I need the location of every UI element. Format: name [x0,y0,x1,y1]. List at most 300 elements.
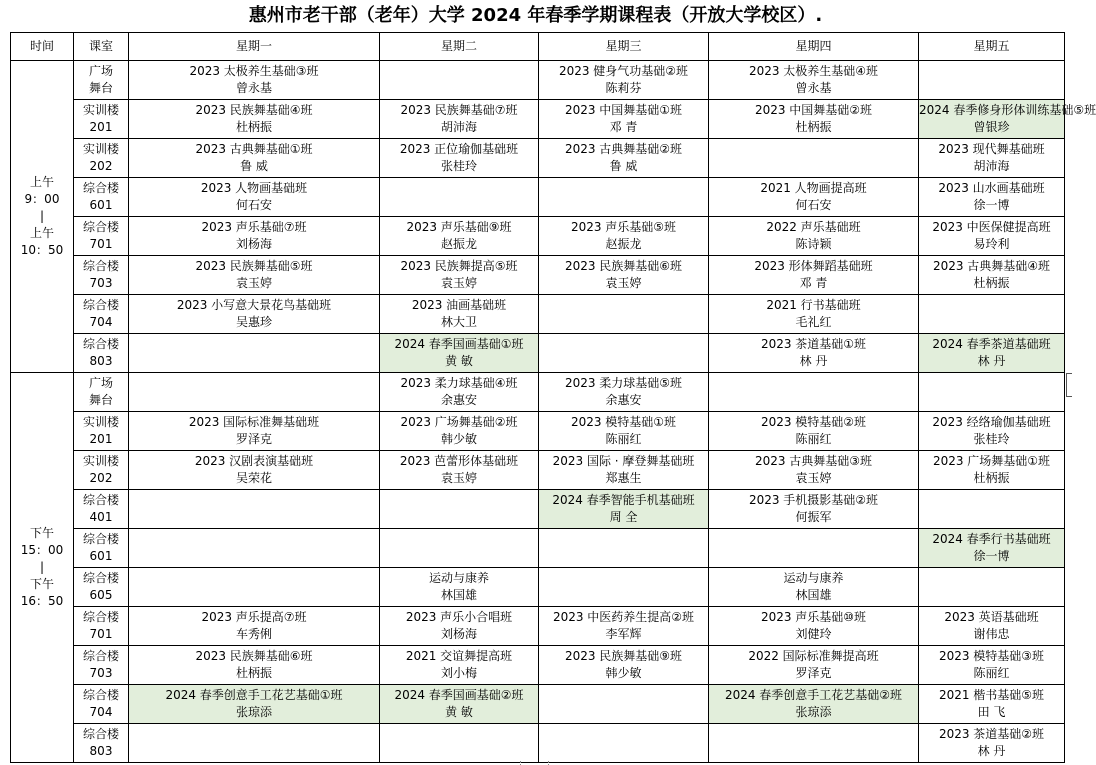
class-cell-thursday [709,529,919,568]
schedule-row [11,373,1065,412]
schedule-row [11,529,1065,568]
class-cell-tuesday [380,724,539,763]
time-slot-line: 上午 [29,175,54,189]
schedule-row [11,685,1065,724]
course-name: 2023 经络瑜伽基础班 [932,415,1051,429]
class-cell-wednesday [539,256,709,295]
room-label: 综合楼 [82,493,119,507]
teacher-name: 刘杨海 [440,627,477,641]
teacher-name: 林 丹 [977,744,1006,758]
class-cell-monday [129,529,380,568]
class-cell-monday [129,139,380,178]
teacher-name: 陈诗颖 [795,237,832,251]
course-name: 2021 楷书基础⑤班 [938,688,1045,702]
room-label: 舞台 [88,393,113,407]
teacher-name: 林 丹 [799,354,828,368]
course-name: 2024 春季行书基础班 [932,532,1051,546]
course-name: 2024 春季国画基础②班 [394,688,524,702]
time-slot-line: 下午 [29,526,54,540]
class-cell-friday [919,295,1065,334]
teacher-name: 张桂玲 [440,159,477,173]
class-cell-thursday [709,724,919,763]
header-friday: 星期五 [919,33,1065,61]
class-cell-thursday [709,646,919,685]
course-name: 2023 人物画基础班 [200,181,308,195]
class-cell-friday [919,373,1065,412]
room-label: 综合楼 [82,298,119,312]
course-name: 运动与康养 [783,571,844,585]
course-name: 2023 手机摄影基础②班 [748,493,879,507]
class-cell-thursday [709,412,919,451]
course-name: 2023 柔力球基础④班 [400,376,518,390]
teacher-name: 袁玉婷 [440,276,477,290]
room-cell [74,295,129,334]
room-label: 803 [89,354,113,368]
class-cell-wednesday [539,412,709,451]
teacher-name: 易玲利 [973,237,1010,251]
teacher-name: 杜柄振 [235,120,272,134]
course-name: 2024 春季创意手工花艺基础②班 [724,688,903,702]
course-name: 2023 太极养生基础④班 [748,64,879,78]
course-name: 2024 春季修身形体训练基础⑤班 [919,103,1096,117]
time-slot-line: 16：50 [20,594,64,608]
room-cell [74,529,129,568]
course-name: 2023 声乐小合唱班 [405,610,513,624]
teacher-name: 李军辉 [605,627,642,641]
room-label: 701 [89,627,113,641]
class-cell-monday [129,607,380,646]
schedule-table [10,32,1096,763]
room-cell [74,139,129,178]
teacher-name: 何石安 [795,198,832,212]
course-name: 2023 古典舞基础①班 [195,142,313,156]
teacher-name: 袁玉婷 [440,471,477,485]
room-cell [74,568,129,607]
course-name: 2023 民族舞基础⑦班 [400,103,518,117]
class-cell-wednesday [539,724,709,763]
room-label: 701 [89,237,113,251]
teacher-name: 杜柄振 [973,276,1010,290]
teacher-name: 余惠安 [605,393,642,407]
course-name: 2023 健身气功基础②班 [558,64,689,78]
class-cell-monday [129,178,380,217]
class-cell-monday [129,490,380,529]
course-name: 2023 中国舞基础②班 [754,103,873,117]
class-cell-friday [919,139,1065,178]
header-time: 时间 [11,33,74,61]
class-cell-wednesday [539,100,709,139]
teacher-name: 林国雄 [795,588,832,602]
course-name: 2023 民族舞基础④班 [195,103,313,117]
course-name: 2023 民族舞基础⑨班 [564,649,683,663]
class-cell-wednesday [539,295,709,334]
class-cell-monday [129,724,380,763]
teacher-name: 胡沛海 [440,120,477,134]
class-cell-friday [919,451,1065,490]
room-label: 综合楼 [82,259,119,273]
course-name: 2024 春季创意手工花艺基础①班 [165,688,343,702]
class-cell-monday [129,568,380,607]
teacher-name: 鲁 威 [609,159,638,173]
teacher-name: 罗泽克 [795,666,832,680]
course-name: 2023 茶道基础①班 [760,337,867,351]
time-slot-line: 下午 [29,577,54,591]
course-name: 2023 民族舞基础⑥班 [564,259,683,273]
class-cell-thursday [709,490,919,529]
course-name: 2023 模特基础①班 [570,415,677,429]
class-cell-thursday [709,217,919,256]
class-cell-thursday [709,334,919,373]
page-break-marker [520,761,521,765]
teacher-name: 邓 青 [799,276,828,290]
class-cell-tuesday [380,295,539,334]
class-cell-monday [129,295,380,334]
teacher-name: 黄 敏 [445,354,473,368]
course-name: 2023 现代舞基础班 [938,142,1045,156]
class-cell-tuesday [380,334,539,373]
room-label: 704 [89,705,113,719]
header-row [11,33,1065,61]
class-cell-wednesday [539,490,709,529]
class-cell-wednesday [539,685,709,724]
teacher-name: 林 丹 [977,354,1006,368]
teacher-name: 赵振龙 [440,237,477,251]
class-cell-monday [129,61,380,100]
teacher-name: 林国雄 [440,588,477,602]
room-label: 综合楼 [82,532,119,546]
class-cell-tuesday [380,217,539,256]
teacher-name: 吴惠珍 [235,315,272,329]
class-cell-friday [919,607,1065,646]
class-cell-wednesday [539,178,709,217]
schedule-row [11,100,1065,139]
class-cell-tuesday [380,607,539,646]
class-cell-thursday [709,568,919,607]
class-cell-tuesday [380,373,539,412]
class-cell-monday [129,646,380,685]
time-slot-cell [11,61,74,373]
course-name: 2023 英语基础班 [944,610,1039,624]
course-name: 2023 民族舞基础⑥班 [195,649,313,663]
class-cell-monday [129,412,380,451]
course-name: 2024 春季茶道基础班 [932,337,1051,351]
room-cell [74,100,129,139]
room-cell [74,646,129,685]
course-name: 2023 声乐基础⑩班 [760,610,867,624]
room-label: 实训楼 [82,142,119,156]
class-cell-wednesday [539,61,709,100]
teacher-name: 赵振龙 [605,237,642,251]
room-label: 201 [89,432,113,446]
course-name: 2023 柔力球基础⑤班 [564,376,683,390]
course-name: 2021 交谊舞提高班 [405,649,513,663]
class-cell-friday [919,256,1065,295]
class-cell-wednesday [539,451,709,490]
class-cell-wednesday [539,646,709,685]
room-label: 综合楼 [82,571,119,585]
schedule-body [11,61,1096,763]
class-cell-tuesday [380,685,539,724]
room-cell [74,373,129,412]
room-cell [74,412,129,451]
schedule-row [11,607,1065,646]
course-name: 2023 正位瑜伽基础班 [399,142,519,156]
class-cell-friday [919,490,1065,529]
page-break-marker [548,761,549,765]
room-label: 601 [89,198,113,212]
room-label: 703 [89,276,113,290]
course-name: 2024 春季国画基础①班 [394,337,524,351]
room-label: 舞台 [88,81,113,95]
schedule-row [11,61,1065,100]
teacher-name: 张琼添 [795,705,832,719]
class-cell-thursday [709,139,919,178]
course-name: 2023 声乐基础⑤班 [570,220,677,234]
course-name: 2023 声乐基础⑦班 [201,220,307,234]
class-cell-tuesday [380,139,539,178]
schedule-row [11,646,1065,685]
room-label: 803 [89,744,113,758]
schedule-row [11,334,1065,373]
course-name: 2023 中医药养生提高②班 [552,610,695,624]
class-cell-thursday [709,178,919,217]
teacher-name: 徐一博 [973,198,1010,212]
class-cell-monday [129,685,380,724]
course-name: 2023 模特基础③班 [938,649,1045,663]
column-resize-marker [1066,373,1072,397]
course-name: 2023 声乐提高⑦班 [201,610,307,624]
room-cell [74,490,129,529]
teacher-name: 刘健玲 [795,627,832,641]
class-cell-monday [129,373,380,412]
teacher-name: 吴荣花 [235,471,272,485]
room-cell [74,217,129,256]
class-cell-friday [919,178,1065,217]
course-name: 2023 山水画基础班 [938,181,1045,195]
teacher-name: 陈丽红 [605,432,642,446]
room-label: 综合楼 [82,649,119,663]
room-cell [74,334,129,373]
teacher-name: 田 飞 [977,705,1006,719]
teacher-name: 陈丽红 [973,666,1010,680]
room-label: 实训楼 [82,454,119,468]
teacher-name: 黄 敏 [445,705,473,719]
course-name: 2022 声乐基础班 [766,220,861,234]
course-name: 2023 国际标准舞基础班 [188,415,320,429]
class-cell-wednesday [539,334,709,373]
class-cell-friday [919,412,1065,451]
class-cell-tuesday [380,412,539,451]
teacher-name: 曾银珍 [973,120,1010,134]
room-label: 综合楼 [82,181,119,195]
time-slot-line: | [39,560,45,574]
course-name: 2023 模特基础②班 [760,415,867,429]
room-label: 703 [89,666,113,680]
room-cell [74,451,129,490]
course-name: 2023 中医保健提高班 [932,220,1051,234]
course-name: 2024 春季智能手机基础班 [552,493,695,507]
room-label: 202 [89,159,113,173]
schedule-row [11,568,1065,607]
room-label: 综合楼 [82,220,119,234]
room-label: 实训楼 [82,103,119,117]
class-cell-monday [129,334,380,373]
teacher-name: 周 全 [609,510,638,524]
class-cell-friday [919,334,1065,373]
class-cell-monday [129,217,380,256]
teacher-name: 何振军 [795,510,832,524]
room-cell [74,256,129,295]
teacher-name: 谢伟忠 [973,627,1010,641]
class-cell-tuesday [380,178,539,217]
teacher-name: 杜柄振 [795,120,832,134]
teacher-name: 余惠安 [440,393,477,407]
teacher-name: 车秀俐 [235,627,272,641]
teacher-name: 袁玉婷 [795,471,832,485]
course-name: 2023 汉剧表演基础班 [194,454,314,468]
class-cell-wednesday [539,529,709,568]
room-label: 实训楼 [82,415,119,429]
room-label: 综合楼 [82,688,119,702]
class-cell-wednesday [539,607,709,646]
course-name: 2023 古典舞基础④班 [932,259,1051,273]
teacher-name: 毛礼红 [795,315,832,329]
schedule-row [11,724,1065,763]
teacher-name: 袁玉婷 [235,276,272,290]
header-room: 课室 [74,33,129,61]
schedule-row [11,217,1065,256]
class-cell-thursday [709,607,919,646]
course-name: 2023 广场舞基础②班 [400,415,518,429]
schedule-row [11,490,1065,529]
room-label: 综合楼 [82,337,119,351]
teacher-name: 陈丽红 [795,432,832,446]
header-wednesday: 星期三 [539,33,709,61]
course-name: 2023 油画基础班 [411,298,507,312]
course-name: 2023 广场舞基础①班 [932,454,1051,468]
class-cell-friday [919,100,1096,139]
teacher-name: 曾永基 [235,81,272,95]
room-cell [74,61,129,100]
room-label: 704 [89,315,113,329]
class-cell-tuesday [380,646,539,685]
course-name: 2023 古典舞基础③班 [754,454,873,468]
class-cell-tuesday [380,256,539,295]
class-cell-thursday [709,61,919,100]
class-cell-friday [919,61,1065,100]
class-cell-thursday [709,373,919,412]
teacher-name: 何石安 [235,198,272,212]
course-name: 2023 太极养生基础③班 [189,64,319,78]
course-name: 2023 芭蕾形体基础班 [399,454,519,468]
teacher-name: 胡沛海 [973,159,1010,173]
room-label: 综合楼 [82,610,119,624]
course-name: 2023 茶道基础②班 [938,727,1045,741]
course-name: 2023 民族舞提高⑤班 [400,259,518,273]
course-name: 2021 人物画提高班 [760,181,867,195]
room-label: 广场 [88,64,113,78]
course-name: 2023 小写意大景花鸟基础班 [176,298,332,312]
course-name: 运动与康养 [428,571,489,585]
room-label: 综合楼 [82,727,119,741]
page-title: 惠州市老干部（老年）大学 2024 年春季学期课程表（开放大学校区）. [248,5,823,26]
class-cell-friday [919,646,1065,685]
teacher-name: 张琼添 [235,705,272,719]
header-thursday: 星期四 [709,33,919,61]
teacher-name: 陈莉芬 [605,81,642,95]
course-name: 2023 民族舞基础⑤班 [195,259,313,273]
time-slot-line: 9：00 [24,192,60,206]
schedule-row [11,178,1065,217]
class-cell-wednesday [539,139,709,178]
teacher-name: 袁玉婷 [605,276,642,290]
class-cell-friday [919,685,1065,724]
room-label: 601 [89,549,113,563]
room-label: 广场 [88,376,113,390]
teacher-name: 曾永基 [795,81,832,95]
course-name: 2023 中国舞基础①班 [564,103,683,117]
schedule-row [11,256,1065,295]
teacher-name: 杜柄振 [973,471,1010,485]
room-label: 401 [89,510,113,524]
class-cell-thursday [709,451,919,490]
class-cell-tuesday [380,529,539,568]
teacher-name: 韩少敏 [605,666,642,680]
room-cell [74,178,129,217]
teacher-name: 杜柄振 [235,666,272,680]
schedule-row [11,451,1065,490]
teacher-name: 郑惠生 [605,471,642,485]
class-cell-friday [919,724,1065,763]
teacher-name: 邓 青 [609,120,638,134]
class-cell-wednesday [539,373,709,412]
class-cell-monday [129,256,380,295]
teacher-name: 张桂玲 [973,432,1010,446]
class-cell-tuesday [380,490,539,529]
class-cell-thursday [709,295,919,334]
time-slot-line: | [39,209,45,223]
teacher-name: 韩少敏 [440,432,477,446]
class-cell-monday [129,451,380,490]
room-label: 605 [89,588,113,602]
course-name: 2023 形体舞蹈基础班 [754,259,873,273]
teacher-name: 徐一博 [973,549,1010,563]
class-cell-tuesday [380,568,539,607]
time-slot-line: 15：00 [20,543,64,557]
class-cell-tuesday [380,100,539,139]
header-monday: 星期一 [129,33,380,61]
header-tuesday: 星期二 [380,33,539,61]
course-name: 2023 国际 · 摩登舞基础班 [552,454,695,468]
class-cell-tuesday [380,61,539,100]
room-cell [74,685,129,724]
class-cell-wednesday [539,217,709,256]
teacher-name: 林大卫 [440,315,477,329]
class-cell-monday [129,100,380,139]
time-slot-line: 10：50 [20,243,64,257]
time-slot-cell [11,373,74,763]
teacher-name: 罗泽克 [235,432,272,446]
class-cell-wednesday [539,568,709,607]
teacher-name: 刘杨海 [235,237,272,251]
class-cell-friday [919,529,1065,568]
room-label: 202 [89,471,113,485]
teacher-name: 鲁 威 [240,159,268,173]
room-label: 201 [89,120,113,134]
schedule-row [11,139,1065,178]
time-slot-line: 上午 [29,226,54,240]
course-name: 2023 声乐基础⑨班 [406,220,512,234]
